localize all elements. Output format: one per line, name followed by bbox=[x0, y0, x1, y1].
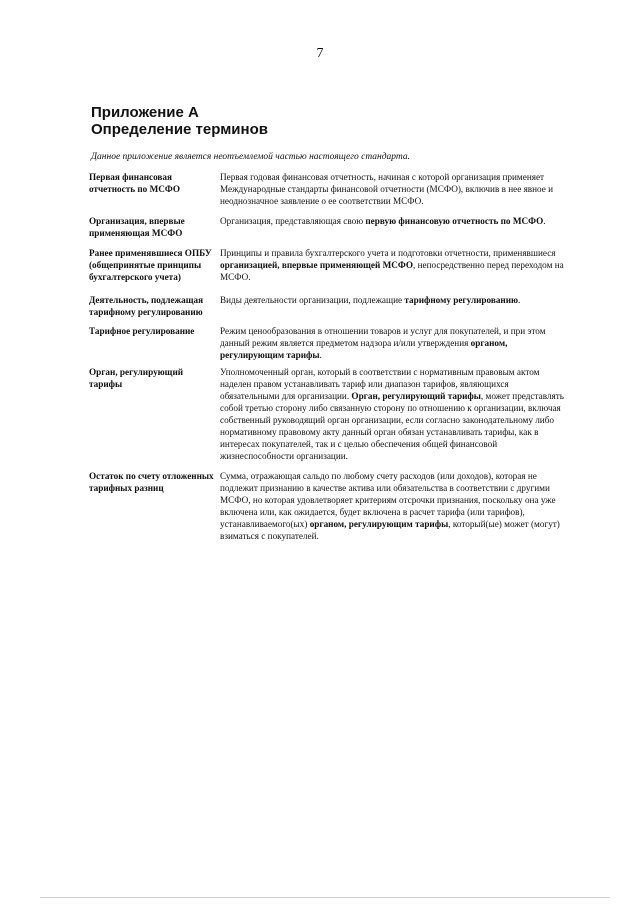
term-name: Ранее применявшиеся ОПБУ (общепринятые принципы бухгалтерского учета) bbox=[89, 248, 212, 282]
term-name: Первая финансовая отчетность по МСФО bbox=[89, 172, 181, 194]
page-number: 7 bbox=[316, 46, 324, 61]
page-bottom-edge bbox=[40, 897, 610, 898]
definition-text: Принципы и правила бухгалтерского учета и подготовки отчетности, применявшиеся bbox=[220, 248, 556, 258]
section-title: Определение терминов bbox=[91, 121, 268, 138]
term-name: Организация, впервые применяющая МСФО bbox=[89, 216, 185, 238]
definition-text: Виды деятельности организации, подлежащие bbox=[220, 295, 405, 305]
definition-text: Режим ценообразования в отношении товаров и услуг для покупателей, и при этом данный режим является предметом надзора и/или утверждения bbox=[220, 326, 546, 348]
definition-text: . bbox=[543, 216, 546, 226]
definition-text: , который(ые) может (могут) взиматься с покупателей. bbox=[220, 519, 560, 541]
term-definition bbox=[220, 294, 567, 318]
appendix-heading bbox=[91, 104, 268, 138]
term-row bbox=[89, 366, 567, 462]
term-definition bbox=[220, 215, 567, 239]
definition-text: . bbox=[319, 350, 322, 360]
term-row bbox=[89, 325, 567, 361]
defined-term-reference: Орган, регулирующий тарифы bbox=[351, 391, 481, 401]
term-definition bbox=[220, 470, 567, 542]
definition-text: Организация, представляющая свою bbox=[220, 216, 366, 226]
definition-text: , может представлять собой третью сторону либо связанную сторону по отношению к организации, включая собственный руководящий орган организации, если согласно законодательному либо нормативному правовому акту данный орган обязан устанавливать тарифы, как в интересах покупателей, так и с целью обеспечения общей финансовой жизнеспособности организации. bbox=[220, 391, 564, 461]
definition-text: Сумма, отражающая сальдо по любому счету расходов (или доходов), которая не подлежит признанию в качестве актива или обязательства в соответствии с другими МСФО, но которая удовлетворяет критериям отсрочки признания, поскольку она уже включена или, как ожидается, будет включена в расчет тарифа (или тарифов), устанавливаемого(ых) bbox=[220, 471, 556, 529]
term-name: Тарифное регулирование bbox=[89, 326, 195, 336]
defined-term-reference: первую финансовую отчетность по МСФО bbox=[365, 216, 544, 226]
defined-term-reference: органом, регулирующим тарифы bbox=[220, 338, 508, 360]
term-name: Орган, регулирующий тарифы bbox=[89, 367, 184, 389]
term-definition bbox=[220, 247, 567, 283]
term-row bbox=[89, 215, 567, 239]
defined-term-reference: организацией, впервые применяющей МСФО bbox=[220, 260, 414, 270]
term-row bbox=[89, 470, 567, 542]
term-row bbox=[89, 247, 567, 283]
intro-note: Данное приложение является неотъемлемой частью настоящего стандарта. bbox=[91, 152, 411, 162]
definition-text: Первая годовая финансовая отчетность, начиная с которой организация применяет Международные стандарты финансовой отчетности (МСФО), включив в нее явное и неоднозначное заявление о ее соответствии МСФО. bbox=[220, 172, 554, 206]
term-definition bbox=[220, 366, 567, 462]
term-definition bbox=[220, 325, 567, 361]
term-definition bbox=[220, 171, 567, 207]
term-row bbox=[89, 171, 567, 207]
term-row bbox=[89, 294, 567, 318]
definition-text: . bbox=[518, 295, 521, 305]
definition-text: Уполномоченный орган, который в соответствии с нормативным правовым актом наделен правом устанавливать тариф или диапазон тарифов, являющихся обязательными для организации. bbox=[220, 367, 540, 401]
definition-text: , непосредственно перед переходом на МСФО. bbox=[220, 260, 564, 282]
term-name: Остаток по счету отложенных тарифных разниц bbox=[89, 471, 214, 493]
terms-table bbox=[89, 171, 567, 542]
term-name: Деятельность, подлежащая тарифному регулированию bbox=[89, 295, 204, 317]
defined-term-reference: органом, регулирующим тарифы bbox=[309, 519, 449, 529]
defined-term-reference: тарифному регулированию bbox=[404, 295, 519, 305]
appendix-title: Приложение А bbox=[91, 104, 199, 121]
